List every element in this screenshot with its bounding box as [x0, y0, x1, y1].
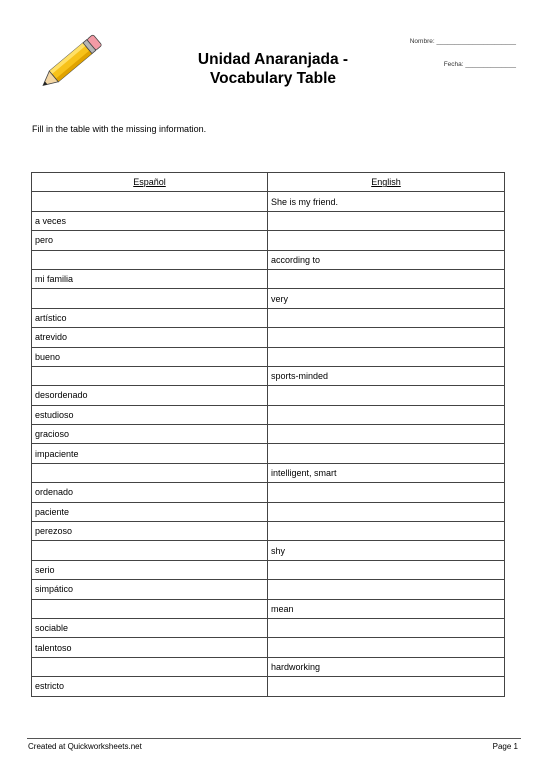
cell-espanol: bueno	[32, 347, 268, 366]
table-row	[32, 541, 505, 560]
table-row	[32, 444, 505, 463]
table-row	[32, 192, 505, 211]
column-header-english: English	[268, 173, 505, 192]
cell-english	[268, 502, 505, 521]
instructions-text: Fill in the table with the missing information.	[32, 124, 207, 134]
table-row	[32, 677, 505, 696]
table-body	[32, 192, 505, 696]
cell-english: mean	[268, 599, 505, 618]
table-row	[32, 289, 505, 308]
cell-espanol: estricto	[32, 677, 268, 696]
page-number: Page 1	[492, 742, 518, 751]
cell-english	[268, 560, 505, 579]
cell-espanol	[32, 366, 268, 385]
cell-english: very	[268, 289, 505, 308]
table-row	[32, 638, 505, 657]
cell-english	[268, 425, 505, 444]
fecha-field: Fecha: ______________	[443, 61, 516, 68]
cell-espanol: paciente	[32, 502, 268, 521]
table-row	[32, 269, 505, 288]
table-header-row	[32, 173, 505, 192]
cell-espanol: sociable	[32, 618, 268, 637]
table-row	[32, 502, 505, 521]
table-row	[32, 308, 505, 327]
cell-english	[268, 618, 505, 637]
table-row	[32, 483, 505, 502]
table-row	[32, 347, 505, 366]
cell-english	[268, 231, 505, 250]
cell-english	[268, 211, 505, 230]
table-row	[32, 328, 505, 347]
footer-divider	[27, 738, 521, 739]
cell-english	[268, 677, 505, 696]
cell-espanol: perezoso	[32, 522, 268, 541]
table-row	[32, 231, 505, 250]
cell-english: She is my friend.	[268, 192, 505, 211]
cell-espanol: desordenado	[32, 386, 268, 405]
table-row	[32, 211, 505, 230]
cell-espanol: impaciente	[32, 444, 268, 463]
title-line-2: Vocabulary Table	[209, 70, 337, 87]
table-row	[32, 250, 505, 269]
cell-english	[268, 483, 505, 502]
cell-espanol: serio	[32, 560, 268, 579]
cell-espanol: atrevido	[32, 328, 268, 347]
cell-espanol	[32, 463, 268, 482]
table-row	[32, 425, 505, 444]
cell-english	[268, 269, 505, 288]
cell-espanol	[32, 250, 268, 269]
title-line-1: Unidad Anaranjada -	[197, 51, 349, 68]
footer-credit: Created at Quickworksheets.net	[28, 742, 142, 751]
cell-espanol	[32, 192, 268, 211]
cell-espanol	[32, 657, 268, 676]
pencil-icon	[30, 28, 108, 102]
column-header-espanol: Español	[32, 173, 268, 192]
cell-espanol: ordenado	[32, 483, 268, 502]
cell-espanol	[32, 541, 268, 560]
cell-english	[268, 580, 505, 599]
cell-espanol: estudioso	[32, 405, 268, 424]
cell-espanol	[32, 289, 268, 308]
table-row	[32, 386, 505, 405]
table-row	[32, 599, 505, 618]
cell-english: shy	[268, 541, 505, 560]
cell-espanol: pero	[32, 231, 268, 250]
table-row	[32, 580, 505, 599]
cell-espanol: simpático	[32, 580, 268, 599]
table-row	[32, 463, 505, 482]
table-row	[32, 522, 505, 541]
cell-english: sports-minded	[268, 366, 505, 385]
cell-espanol: talentoso	[32, 638, 268, 657]
cell-english: hardworking	[268, 657, 505, 676]
cell-espanol: mi familia	[32, 269, 268, 288]
cell-english	[268, 308, 505, 327]
table-row	[32, 618, 505, 637]
cell-espanol: a veces	[32, 211, 268, 230]
cell-english	[268, 328, 505, 347]
table-row	[32, 405, 505, 424]
table-row	[32, 560, 505, 579]
table-row	[32, 366, 505, 385]
cell-english	[268, 347, 505, 366]
cell-espanol	[32, 599, 268, 618]
cell-english	[268, 638, 505, 657]
vocabulary-table	[31, 172, 505, 697]
cell-english	[268, 405, 505, 424]
cell-espanol: gracioso	[32, 425, 268, 444]
cell-english: intelligent, smart	[268, 463, 505, 482]
cell-english	[268, 386, 505, 405]
table-row	[32, 657, 505, 676]
cell-espanol: artístico	[32, 308, 268, 327]
nombre-field: Nombre: ______________________	[409, 38, 516, 45]
cell-english: according to	[268, 250, 505, 269]
cell-english	[268, 522, 505, 541]
page-title	[160, 50, 386, 88]
cell-english	[268, 444, 505, 463]
